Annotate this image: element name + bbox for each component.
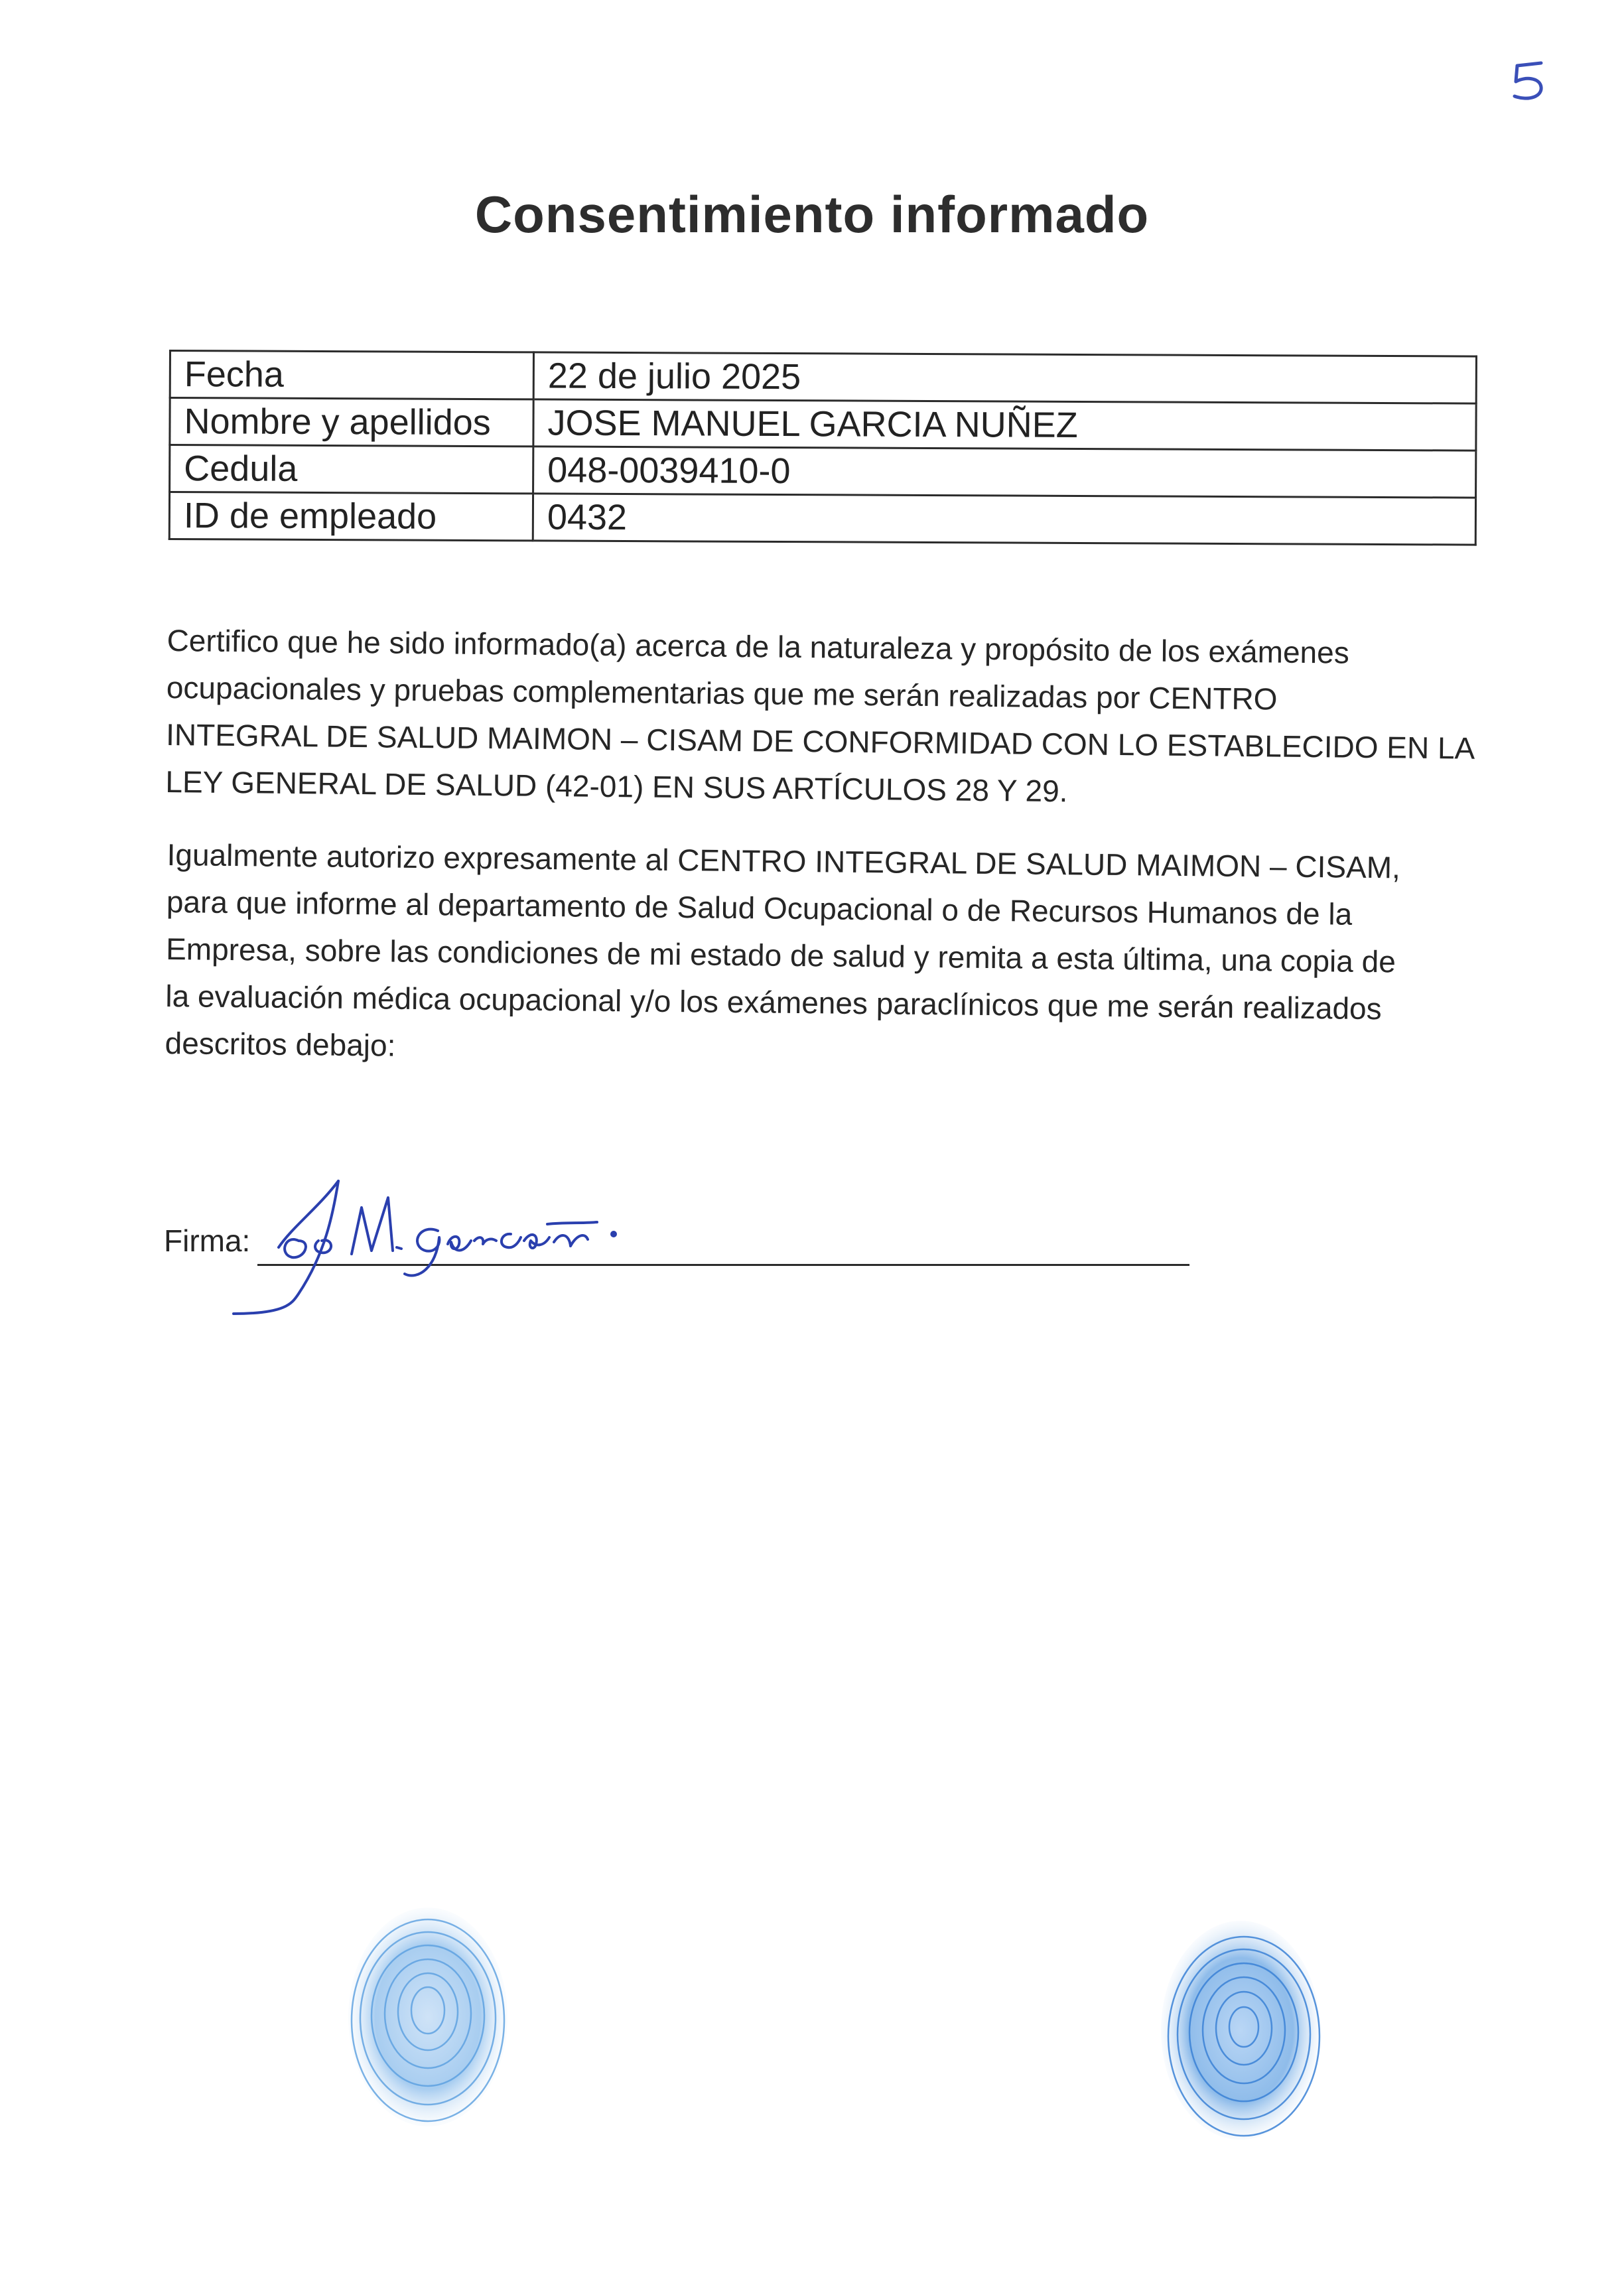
- handwritten-signature-icon: [219, 1168, 750, 1327]
- authorization-paragraph: [165, 831, 1494, 1081]
- document-title: Consentimiento informado: [474, 185, 1150, 243]
- paragraph-line: descritos debajo:: [165, 1025, 396, 1063]
- page-number: [1503, 56, 1556, 109]
- paragraph-line: INTEGRAL DE SALUD MAIMON – CISAM DE CONFORMIDAD CON LO ESTABLECIDO EN LA: [165, 717, 1475, 766]
- table-label: Cedula: [170, 445, 533, 494]
- paragraph-line: Empresa, sobre las condiciones de mi estado de salud y remita a esta última, una copia de: [165, 931, 1396, 979]
- table-row-cedula: [170, 445, 1476, 498]
- fingerprint-right-icon: [1148, 1911, 1333, 2150]
- table-value: JOSE MANUEL GARCIA NUÑEZ: [533, 399, 1476, 451]
- paragraph-line: ocupacionales y pruebas complementarias que me serán realizadas por CENTRO: [166, 669, 1278, 717]
- page-number-handwritten-icon: [1503, 56, 1556, 109]
- table-value: 22 de julio 2025: [533, 352, 1476, 403]
- certification-paragraph: [165, 617, 1494, 819]
- table-value: 0432: [533, 494, 1475, 545]
- info-table: [169, 350, 1477, 546]
- fingerprint-left-icon: [335, 1898, 521, 2136]
- paragraph-line: la evaluación médica ocupacional y/o los exámenes paraclínicos que me serán realizados: [165, 978, 1382, 1026]
- paragraph-line: para que informe al departamento de Salud Ocupacional o de Recursos Humanos de la: [166, 884, 1353, 932]
- table-row-fecha: [170, 351, 1476, 404]
- paragraph-line: Certifico que he sido informado(a) acerca de la naturaleza y propósito de los exámenes: [167, 622, 1350, 670]
- table-label: Fecha: [170, 351, 533, 399]
- table-row-id-empleado: [169, 492, 1475, 545]
- table-value: 048-0039410-0: [533, 447, 1476, 498]
- signature-label: Firma:: [164, 1223, 251, 1258]
- paragraph-line: LEY GENERAL DE SALUD (42-01) EN SUS ARTÍCULOS 28 Y 29.: [165, 764, 1068, 809]
- table-row-nombre: [170, 398, 1476, 451]
- table-label: Nombre y apellidos: [170, 398, 533, 447]
- table-label: ID de empleado: [169, 492, 533, 541]
- paragraph-line: Igualmente autorizo expresamente al CENTRO INTEGRAL DE SALUD MAIMON – CISAM,: [167, 837, 1401, 885]
